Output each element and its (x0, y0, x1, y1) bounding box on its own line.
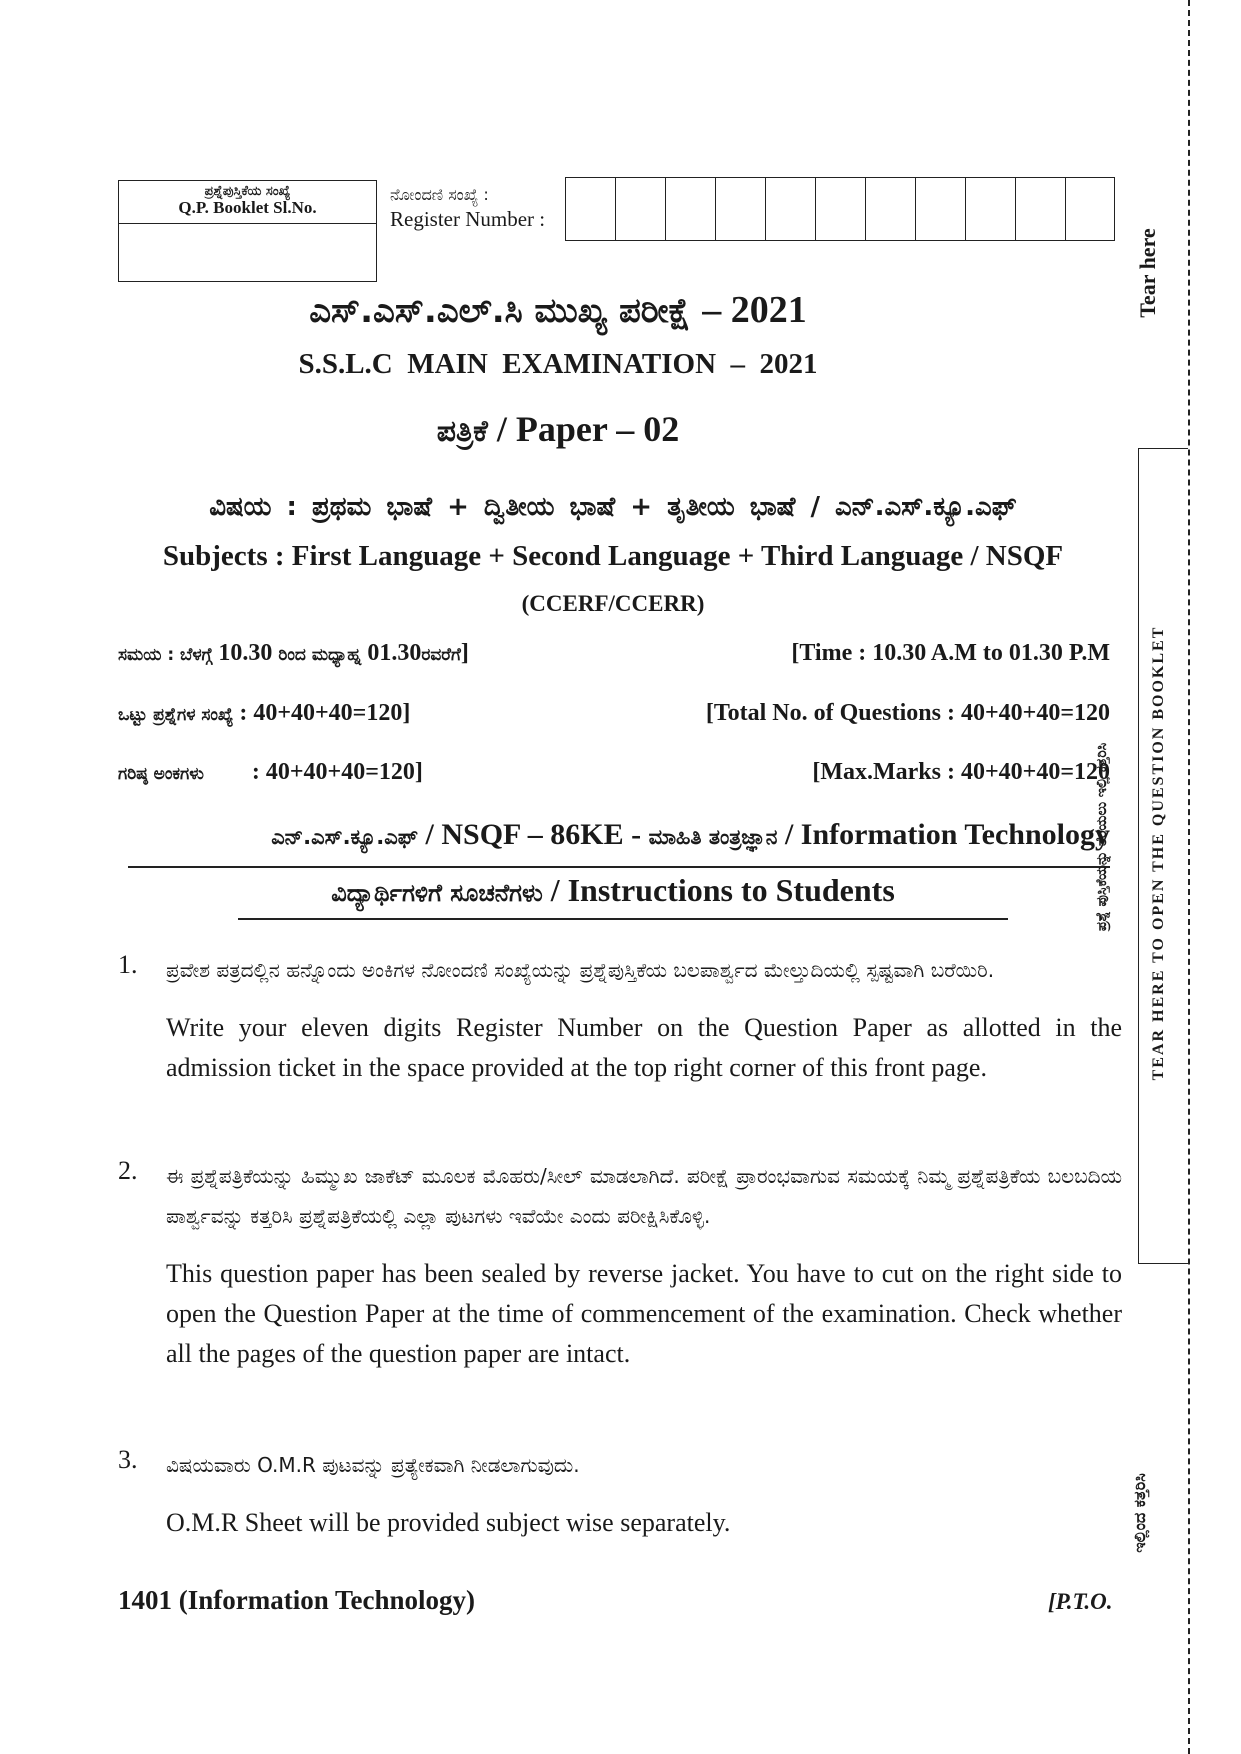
total-questions-row (118, 700, 1110, 734)
register-digit-box[interactable] (566, 178, 616, 240)
instruction-item-2 (118, 1156, 1122, 1374)
max-marks-row (118, 759, 1110, 793)
max-marks-en: [Max.Marks : 40+40+40=120 (812, 759, 1110, 785)
max-marks-kn-label: ಗರಿಷ್ಠ ಅಂಕಗಳು (118, 764, 204, 784)
total-questions-kn-value: : 40+40+40=120] (233, 700, 411, 726)
tear-open-label-kn: ಪ್ರಶ್ನೆ ಪುಸ್ತಿಕೆಯನ್ನು ತೆರೆಯಲು ಇಲ್ಲಿ ಕತ್ತರಿಸಿ (1094, 742, 1110, 931)
instruction-item-1 (118, 950, 1122, 1088)
time-kn-start: 10.30 (212, 640, 279, 666)
instruction-number: 3. (118, 1445, 138, 1474)
paper-label-en: / Paper – 02 (487, 409, 680, 449)
subjects-kn: ವಿಷಯ : ಪ್ರಥಮ ಭಾಷೆ + ದ್ವಿತೀಯ ಭಾಷೆ + ತೃತೀಯ ಭಾಷೆ / ಎನ್.ಎಸ್.ಕ್ಯೂ.ಎಫ್ (209, 492, 1017, 522)
time-row (118, 640, 1110, 674)
register-digit-box[interactable] (766, 178, 816, 240)
total-questions-en: [Total No. of Questions : 40+40+40=120 (705, 700, 1110, 726)
cut-here-label-kn: ಇಲ್ಲಿಂದ ಕತ್ತರಿಸಿ (1130, 1473, 1149, 1553)
it-en: / Information Technology (777, 818, 1110, 851)
exam-title-kn-text: ಎಸ್.ಎಸ್.ಎಲ್.ಸಿ ಮುಖ್ಯ ಪರೀಕ್ಷೆ (309, 291, 691, 331)
qp-booklet-label (119, 181, 376, 224)
max-marks-kn-value: : 40+40+40=120] (203, 759, 423, 785)
tear-open-label-en: TEAR HERE TO OPEN THE QUESTION BOOKLET (1150, 625, 1167, 1081)
divider-rule (128, 866, 1110, 868)
register-number-label-kn: ನೋಂದಣಿ ಸಂಖ್ಯೆ : (390, 185, 489, 204)
instruction-text-kn: ಪ್ರವೇಶ ಪತ್ರದಲ್ಲಿನ ಹನ್ನೊಂದು ಅಂಕಿಗಳ ನೋಂದಣಿ ಸಂಖ್ಯೆಯನ್ನು ಪ್ರಶ್ನೆಪುಸ್ತಿಕೆಯ ಬಲಪಾರ್ಶ್ವದ ಮೇಲ್ತುದಿಯಲ್ಲಿ ಸ್ಪಷ್ಟವಾಗಿ ಬರೆಯಿರಿ. (166, 958, 995, 982)
time-kn-bracket: ] (460, 640, 469, 666)
nsqf-kn: ಎನ್.ಎಸ್.ಕ್ಯೂ.ಎಫ್ (271, 825, 419, 849)
nsqf-code: / NSQF – 86KE - (418, 818, 649, 851)
exam-title-kn (118, 288, 998, 332)
time-kn (118, 640, 469, 667)
register-number-label (390, 184, 560, 232)
max-marks-kn (118, 759, 423, 786)
instructions-heading (118, 872, 1108, 909)
exam-title-en: S.S.L.C MAIN EXAMINATION – 2021 (298, 348, 818, 380)
nsqf-subject-line (118, 818, 1110, 852)
register-digit-box[interactable] (1016, 178, 1066, 240)
instruction-number: 2. (118, 1156, 138, 1185)
it-kn: ಮಾಹಿತಿ ತಂತ್ರಜ್ಞಾನ (648, 825, 778, 849)
time-kn-mid: ರಿಂದ ಮಧ್ಯಾಹ್ನ (278, 645, 362, 665)
instruction-number: 1. (118, 950, 138, 979)
total-questions-kn (118, 700, 410, 727)
time-kn-end: 01.30 (361, 640, 422, 666)
instructions-heading-en: / Instructions to Students (542, 872, 895, 908)
scheme-code: (CCERF/CCERR) (521, 591, 705, 616)
instruction-text-en: O.M.R Sheet will be provided subject wise separately. (166, 1508, 731, 1537)
qp-booklet-label-en: Q.P. Booklet Sl.No. (178, 198, 317, 217)
instruction-text-en: Write your eleven digits Register Number on the Question Paper as allotted in the admission ticket in the space provided at the top right corner of this front page. (166, 1013, 1122, 1082)
time-en: [Time : 10.30 A.M to 01.30 P.M (791, 640, 1110, 666)
instruction-text-en: This question paper has been sealed by reverse jacket. You have to cut on the right side to open the Question Paper at the time of commencement of the examination. Check whether all the pages of the question paper are intact. (166, 1259, 1122, 1368)
register-number-grid (565, 177, 1115, 241)
register-digit-box[interactable] (716, 178, 766, 240)
footer-pto: [P.T.O. (1048, 1589, 1113, 1614)
instruction-item-3 (118, 1445, 1122, 1543)
instruction-text-kn: ವಿಷಯವಾರು O.M.R ಪುಟವನ್ನು ಪ್ರತ್ಯೇಕವಾಗಿ ನೀಡಲಾಗುವುದು. (166, 1453, 580, 1477)
qp-booklet-label-kn: ಪ್ರಶ್ನೆಪುಸ್ತಿಕೆಯ ಸಂಖ್ಯೆ (204, 184, 291, 199)
register-digit-box[interactable] (616, 178, 666, 240)
register-number-label-en: Register Number : (390, 207, 546, 231)
register-digit-box[interactable] (1066, 178, 1114, 240)
register-digit-box[interactable] (966, 178, 1016, 240)
paper-number (118, 408, 998, 450)
tear-dashed-line (1188, 0, 1190, 1754)
footer-subject-code: 1401 (Information Technology) (118, 1585, 476, 1615)
register-digit-box[interactable] (666, 178, 716, 240)
heading-underline (238, 918, 1008, 920)
subjects-en: Subjects : First Language + Second Language + Third Language / NSQF (162, 540, 1064, 572)
qp-booklet-number-field[interactable] (119, 224, 376, 281)
qp-booklet-box (118, 180, 377, 282)
register-digit-box[interactable] (866, 178, 916, 240)
instructions-heading-kn: ವಿದ್ಯಾರ್ಥಿಗಳಿಗೆ ಸೂಚನೆಗಳು (331, 879, 543, 907)
exam-title-kn-year: – 2021 (702, 289, 807, 331)
register-digit-box[interactable] (816, 178, 866, 240)
time-kn-label: ಸಮಯ : ಬೆಳಗ್ಗೆ (118, 645, 213, 665)
instruction-text-kn: ಈ ಪ್ರಶ್ನೆಪತ್ರಿಕೆಯನ್ನು ಹಿಮ್ಮುಖ ಜಾಕೆಟ್ ಮೂಲಕ ಮೊಹರು/ಸೀಲ್ ಮಾಡಲಾಗಿದೆ. ಪರೀಕ್ಷೆ ಪ್ರಾರಂಭವಾಗುವ ಸಮಯಕ್ಕೆ ನಿಮ್ಮ ಪ್ರಶ್ನೆಪತ್ರಿಕೆಯ ಬಲಬದಿಯ ಪಾರ್ಶ್ವವನ್ನು ಕತ್ತರಿಸಿ ಪ್ರಶ್ನೆಪತ್ರಿಕೆಯಲ್ಲಿ ಎಲ್ಲಾ ಪುಟಗಳು ಇವೆಯೇ ಎಂದು ಪರೀಕ್ಷಿಸಿಕೊಳ್ಳಿ. (166, 1164, 1122, 1228)
paper-label-kn: ಪತ್ರಿಕೆ (436, 414, 488, 449)
tear-here-label: Tear here (1135, 228, 1160, 318)
time-kn-suffix: ರವರೆಗೆ (421, 645, 461, 665)
total-questions-kn-label: ಒಟ್ಟು ಪ್ರಶ್ನೆಗಳ ಸಂಖ್ಯೆ (118, 705, 234, 725)
register-digit-box[interactable] (916, 178, 966, 240)
